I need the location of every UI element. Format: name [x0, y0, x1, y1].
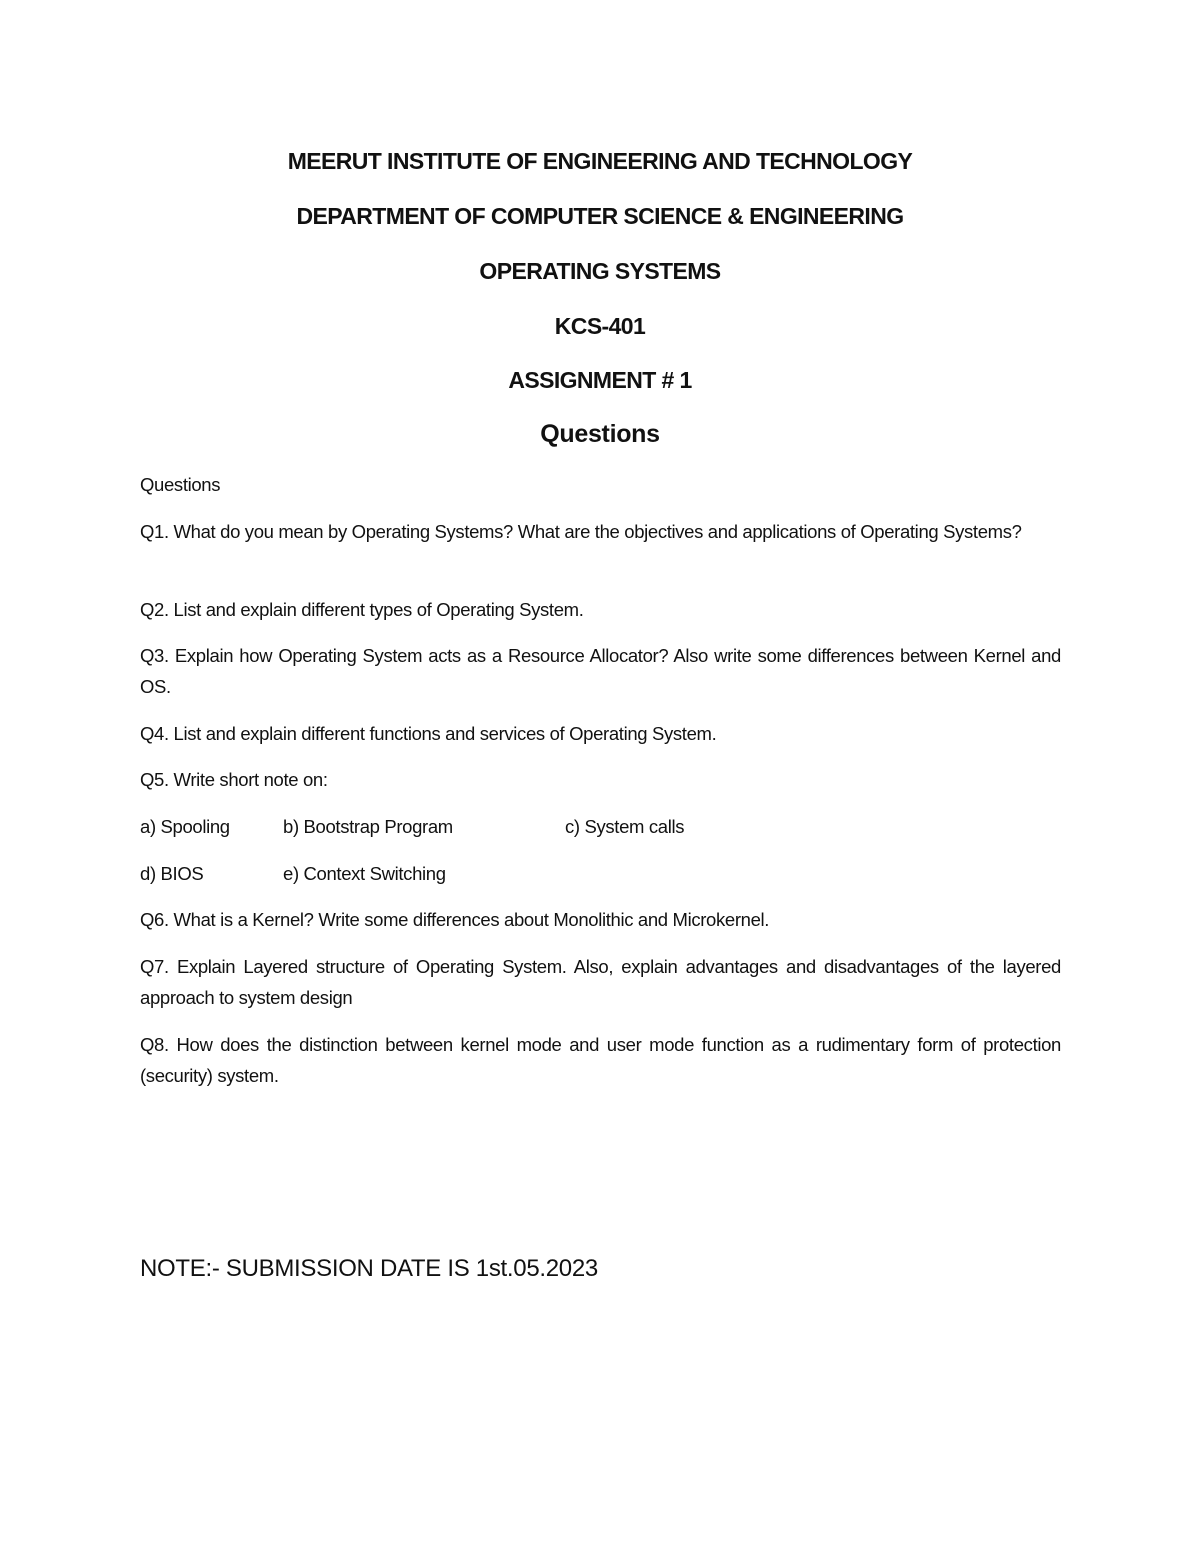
submission-note: NOTE:- SUBMISSION DATE IS 1st.05.2023 — [140, 1255, 598, 1282]
department-heading: DEPARTMENT OF COMPUTER SCIENCE & ENGINEERING — [296, 203, 904, 229]
q5-option-b: b) Bootstrap Program — [283, 816, 453, 837]
q5-option-a: a) Spooling — [140, 816, 230, 837]
question-q8: Q8. How does the distinction between kernel mode and user mode function as a rudimentary form of protection (security) system. — [140, 1034, 1061, 1086]
question-q3: Q3. Explain how Operating System acts as a Resource Allocator? Also write some differences between Kernel and OS. — [140, 645, 1061, 697]
question-q7: Q7. Explain Layered structure of Operating System. Also, explain advantages and disadvantages of the layered approach to system design — [140, 956, 1061, 1008]
question-q6: Q6. What is a Kernel? Write some differences about Monolithic and Microkernel. — [140, 909, 770, 930]
q5-option-e: e) Context Switching — [283, 863, 446, 884]
question-q2: Q2. List and explain different types of Operating System. — [140, 599, 584, 620]
q5-option-d: d) BIOS — [140, 863, 204, 884]
q5-option-c: c) System calls — [565, 816, 685, 837]
question-q1: Q1. What do you mean by Operating Systems? What are the objectives and applications of Operating Systems? — [140, 521, 1022, 542]
course-code-heading: KCS-401 — [554, 313, 646, 339]
assignment-heading: ASSIGNMENT # 1 — [508, 367, 692, 393]
questions-label: Questions — [140, 474, 221, 495]
question-q4: Q4. List and explain different functions and services of Operating System. — [140, 723, 717, 744]
questions-title: Questions — [540, 420, 660, 448]
subject-heading: OPERATING SYSTEMS — [479, 258, 721, 284]
institute-heading: MEERUT INSTITUTE OF ENGINEERING AND TECHNOLOGY — [287, 148, 913, 174]
question-q5: Q5. Write short note on: — [140, 769, 328, 790]
